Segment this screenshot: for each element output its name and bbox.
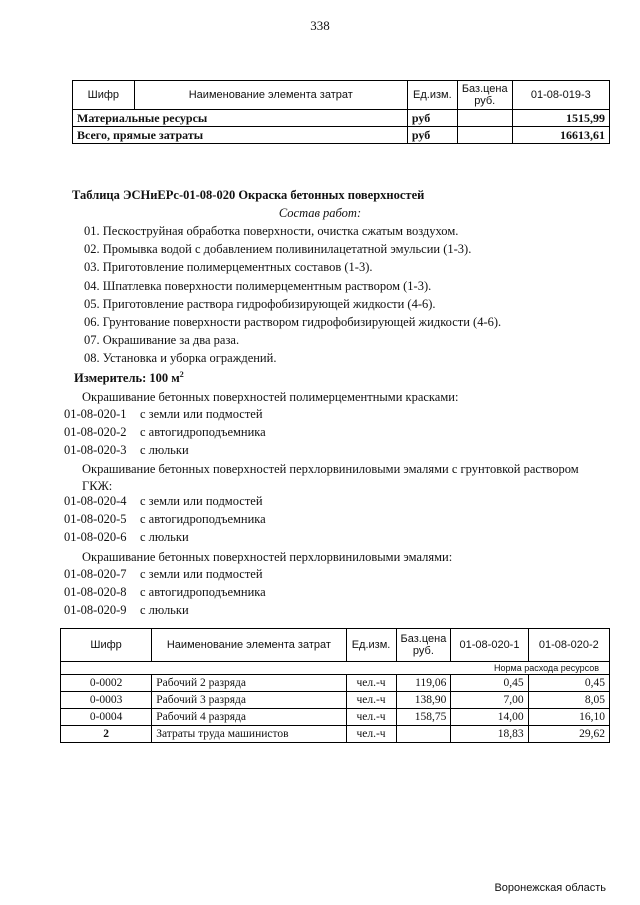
row-value: 1515,99 bbox=[512, 110, 609, 127]
item-code: 01-08-020-4 bbox=[64, 494, 127, 508]
row-value-2: 8,05 bbox=[528, 692, 609, 709]
measure-label: Измеритель: 100 м bbox=[74, 371, 180, 386]
item-desc: с автогидроподъемника bbox=[140, 512, 266, 526]
table-row bbox=[61, 726, 610, 743]
table-row bbox=[61, 692, 610, 709]
item-code: 01-08-020-2 bbox=[64, 425, 127, 439]
row-code: 0-0003 bbox=[61, 692, 152, 709]
row-value-2: 0,45 bbox=[528, 675, 609, 692]
item-desc: с люльки bbox=[140, 530, 189, 544]
measure-unit bbox=[74, 370, 184, 386]
row-name: Всего, прямые затраты bbox=[73, 127, 408, 144]
row-unit: руб bbox=[407, 110, 457, 127]
row-price bbox=[457, 110, 512, 127]
row-name: Рабочий 4 разряда bbox=[152, 709, 346, 726]
row-code: 0-0004 bbox=[61, 709, 152, 726]
resource-table bbox=[60, 628, 610, 743]
row-unit: чел.-ч bbox=[346, 709, 396, 726]
row-unit: чел.-ч bbox=[346, 692, 396, 709]
group-title: Окрашивание бетонных поверхностей полимерцементными красками: bbox=[82, 390, 459, 404]
table-header-row bbox=[61, 629, 610, 662]
work-item: 06. Грунтование поверхности раствором гидрофобизирующей жидкости (4-6). bbox=[84, 315, 502, 329]
header-code: Шифр bbox=[61, 629, 152, 662]
row-price bbox=[457, 127, 512, 144]
header-code-col-1: 01-08-020-1 bbox=[451, 629, 528, 662]
header-unit: Ед.изм. bbox=[407, 81, 457, 110]
row-price: 158,75 bbox=[396, 709, 451, 726]
item-desc: с земли или подмостей bbox=[140, 567, 263, 581]
row-name: Рабочий 3 разряда bbox=[152, 692, 346, 709]
table-header-row bbox=[73, 81, 610, 110]
item-desc: с земли или подмостей bbox=[140, 494, 263, 508]
row-value-2: 16,10 bbox=[528, 709, 609, 726]
header-name: Наименование элемента затрат bbox=[134, 81, 407, 110]
work-item: 04. Шпатлевка поверхности полимерцементным раствором (1-3). bbox=[84, 279, 432, 293]
norm-label: Норма расхода ресурсов bbox=[61, 662, 610, 675]
work-item: 01. Пескоструйная обработка поверхности, очистка сжатым воздухом. bbox=[84, 224, 459, 238]
work-item: 08. Установка и уборка ограждений. bbox=[84, 351, 277, 365]
item-desc: с земли или подмостей bbox=[140, 407, 263, 421]
table-row bbox=[73, 127, 610, 144]
works-subtitle: Состав работ: bbox=[278, 206, 362, 220]
norm-row bbox=[61, 662, 610, 675]
row-value-1: 14,00 bbox=[451, 709, 528, 726]
footer-region: Воронежская область bbox=[494, 882, 606, 894]
item-code: 01-08-020-6 bbox=[64, 530, 127, 544]
row-value-1: 7,00 bbox=[451, 692, 528, 709]
row-price: 138,90 bbox=[396, 692, 451, 709]
item-desc: с автогидроподъемника bbox=[140, 585, 266, 599]
header-name: Наименование элемента затрат bbox=[152, 629, 346, 662]
header-price: Баз.цена руб. bbox=[457, 81, 512, 110]
item-code: 01-08-020-1 bbox=[64, 407, 127, 421]
table-row bbox=[61, 675, 610, 692]
header-unit: Ед.изм. bbox=[346, 629, 396, 662]
row-name: Рабочий 2 разряда bbox=[152, 675, 346, 692]
item-code: 01-08-020-9 bbox=[64, 603, 127, 617]
group-title: Окрашивание бетонных поверхностей перхлорвиниловыми эмалями: bbox=[82, 550, 453, 564]
row-code: 2 bbox=[61, 726, 152, 743]
work-item: 05. Приготовление раствора гидрофобизирующей жидкости (4-6). bbox=[84, 297, 436, 311]
group-title: Окрашивание бетонных поверхностей перхлорвиниловыми эмалями с грунтовкой раствором ГКЖ: bbox=[82, 462, 579, 493]
row-unit: чел.-ч bbox=[346, 675, 396, 692]
measure-superscript: 2 bbox=[179, 370, 184, 379]
item-desc: с люльки bbox=[140, 443, 189, 457]
row-value-1: 0,45 bbox=[451, 675, 528, 692]
header-price: Баз.цена руб. bbox=[396, 629, 451, 662]
work-item: 07. Окрашивание за два раза. bbox=[84, 333, 240, 347]
item-code: 01-08-020-7 bbox=[64, 567, 127, 581]
row-name: Затраты труда машинистов bbox=[152, 726, 346, 743]
table-title: Таблица ЭСНиЕРс-01-08-020 Окраска бетонных поверхностей bbox=[72, 188, 425, 202]
item-desc: с автогидроподъемника bbox=[140, 425, 266, 439]
row-price bbox=[396, 726, 451, 743]
cost-table-top bbox=[72, 80, 610, 144]
item-desc: с люльки bbox=[140, 603, 189, 617]
row-unit: чел.-ч bbox=[346, 726, 396, 743]
header-code: Шифр bbox=[73, 81, 135, 110]
row-name: Материальные ресурсы bbox=[73, 110, 408, 127]
item-code: 01-08-020-5 bbox=[64, 512, 127, 526]
work-item: 02. Промывка водой с добавлением поливинилацетатной эмульсии (1-3). bbox=[84, 242, 472, 256]
header-code-col-2: 01-08-020-2 bbox=[528, 629, 609, 662]
table-row bbox=[73, 110, 610, 127]
work-item: 03. Приготовление полимерцементных составов (1-3). bbox=[84, 260, 373, 274]
table-row bbox=[61, 709, 610, 726]
row-code: 0-0002 bbox=[61, 675, 152, 692]
item-code: 01-08-020-3 bbox=[64, 443, 127, 457]
row-price: 119,06 bbox=[396, 675, 451, 692]
row-value-1: 18,83 bbox=[451, 726, 528, 743]
row-value-2: 29,62 bbox=[528, 726, 609, 743]
page-number: 338 bbox=[310, 18, 330, 33]
row-unit: руб bbox=[407, 127, 457, 144]
row-value: 16613,61 bbox=[512, 127, 609, 144]
item-code: 01-08-020-8 bbox=[64, 585, 127, 599]
header-code-col: 01-08-019-3 bbox=[512, 81, 609, 110]
